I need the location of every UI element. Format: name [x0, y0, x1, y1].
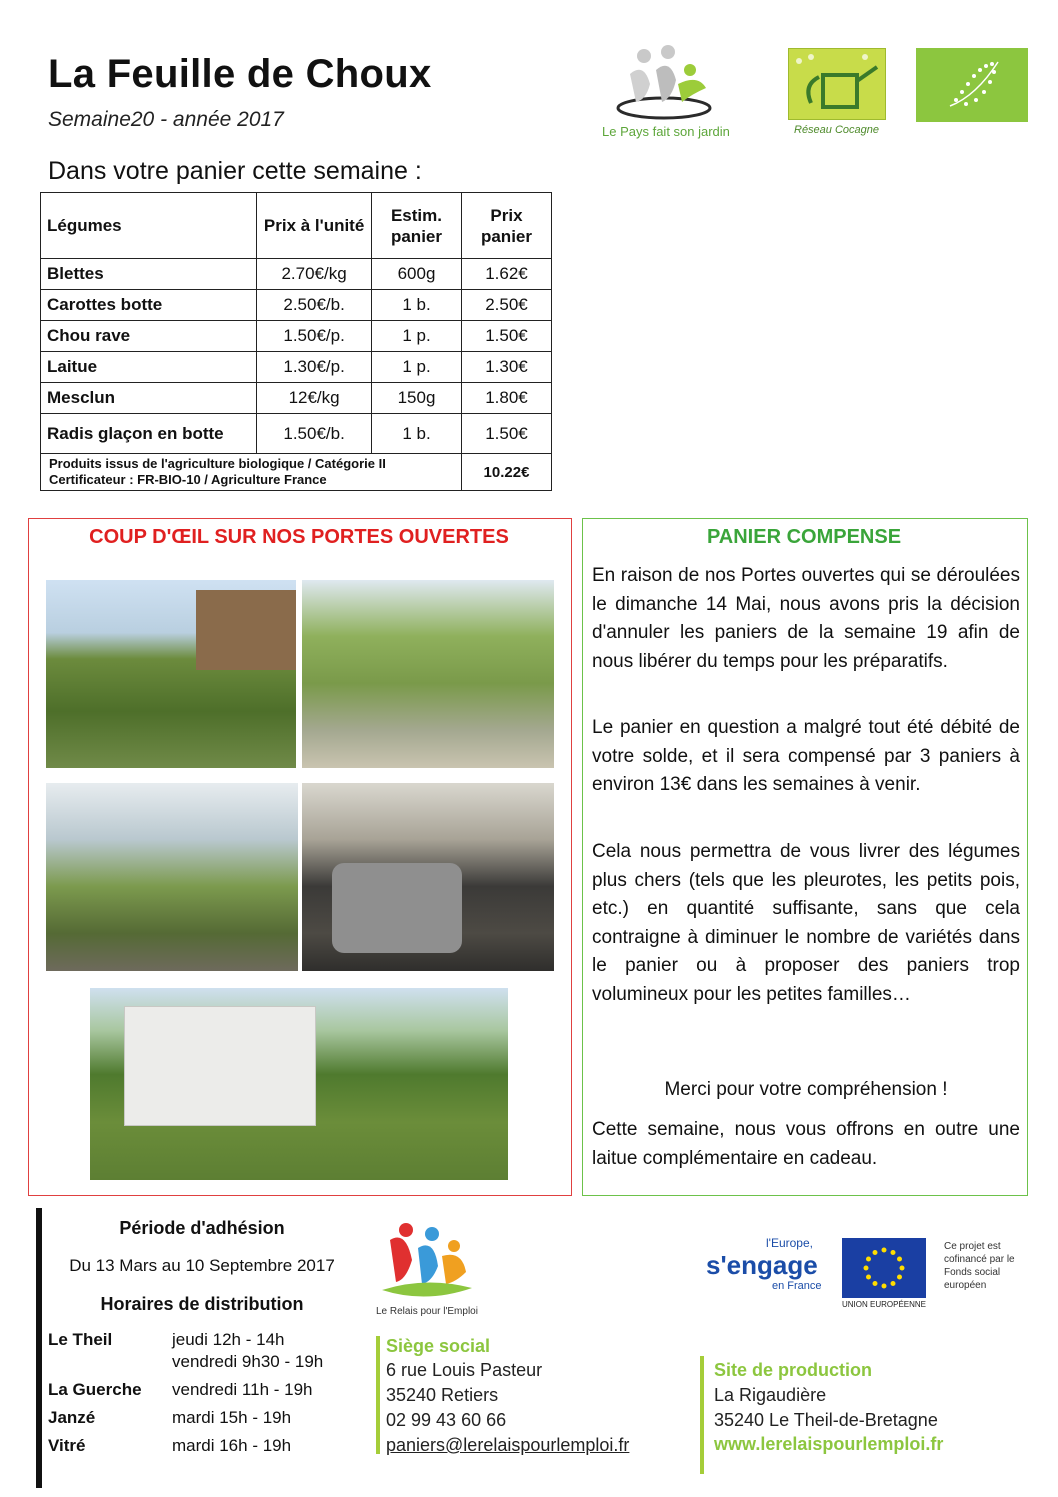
reseau-cocagne-caption: Réseau Cocagne	[794, 124, 880, 136]
compense-paragraph: Le panier en question a malgré tout été débité de votre solde, et il sera compensé par 3 paniers à environ 13€ dans les semaines à venir.	[592, 717, 1020, 796]
basket-total: 10.22€	[461, 454, 551, 491]
panier-compense-title: PANIER COMPENSE	[706, 526, 902, 548]
distribution-town: La Guerche	[48, 1380, 142, 1399]
relais-people-icon	[376, 1220, 476, 1304]
compense-paragraph: Cette semaine, nous vous offrons en outre une laitue complémentaire en cadeau.	[592, 1119, 1020, 1169]
siege-title: Siège social	[386, 1336, 491, 1356]
open-days-title: COUP D'ŒIL SUR NOS PORTES OUVERTES	[89, 526, 509, 548]
eu-organic-logo	[916, 48, 1028, 122]
siege-email-link[interactable]: paniers@lerelaispourlemploi.fr	[386, 1435, 630, 1455]
reseau-cocagne-logo	[788, 48, 886, 142]
table-row	[41, 352, 552, 383]
certification-note	[41, 454, 462, 491]
vegetable-name: Radis glaçon en botte	[41, 414, 257, 454]
basket-estimate: 1 b.	[372, 414, 462, 454]
distribution-town: Le Theil	[48, 1330, 113, 1349]
production-divider	[700, 1356, 704, 1474]
distribution-hours-title: Horaires de distribution	[100, 1294, 304, 1314]
table-header: Prix à l'unité	[257, 193, 372, 259]
eu-stars-icon	[842, 1238, 926, 1298]
production-title: Site de production	[714, 1360, 873, 1380]
pays-jardin-icon	[606, 44, 716, 124]
membership-period-title: Période d'adhésion	[119, 1218, 285, 1238]
compense-paragraph: Cela nous permettra de vous livrer des légumes plus chers (tels que les pleurotes, les petits pois, etc.) en quantité suffisante, sans que cela contraigne à diminuer le nombre de variétés dans le panier ou à proposer des paniers trop volumineux pour les petites familles…	[592, 841, 1020, 1005]
basket-estimate: 1 p.	[372, 321, 462, 352]
page-subtitle: Semaine20 - année 2017	[48, 108, 284, 131]
eu-flag-logo	[842, 1238, 927, 1309]
vegetable-table	[40, 192, 552, 491]
fse-line: en France	[772, 1280, 822, 1292]
distribution-time: jeudi 12h - 14h	[172, 1330, 285, 1349]
relais-emploi-caption: Le Relais pour l'Emploi	[376, 1306, 478, 1317]
table-row	[41, 259, 552, 290]
table-header: Prix panier	[461, 193, 551, 259]
open-days-photo	[46, 783, 298, 971]
unit-price: 2.50€/b.	[257, 290, 372, 321]
distribution-town: Janzé	[48, 1408, 96, 1427]
basket-price: 2.50€	[461, 290, 551, 321]
eu-cofinance-note: Ce projet est cofinancé par le Fonds social européen	[944, 1241, 1015, 1291]
open-days-photo	[302, 580, 554, 768]
unit-price: 1.30€/p.	[257, 352, 372, 383]
pays-jardin-caption: Le Pays fait son jardin	[602, 124, 730, 139]
basket-heading: Dans votre panier cette semaine :	[48, 157, 422, 185]
basket-price: 1.62€	[461, 259, 551, 290]
basket-price: 1.30€	[461, 352, 551, 383]
compense-paragraph: En raison de nos Portes ouvertes qui se déroulées le dimanche 14 Mai, nous avons pris la décision d'annuler les paniers de la semaine 19 afin de nous libérer du temps pour les préparatifs.	[592, 565, 1020, 672]
eu-caption: UNION EUROPÉENNE	[842, 1300, 927, 1309]
membership-period-dates: Du 13 Mars au 10 Septembre 2017	[69, 1256, 335, 1275]
page-title: La Feuille de Choux	[48, 52, 432, 96]
table-row	[41, 414, 552, 454]
relais-emploi-logo	[376, 1220, 476, 1332]
vegetable-name: Mesclun	[41, 383, 257, 414]
production-address: 35240 Le Theil-de-Bretagne	[714, 1410, 938, 1430]
siege-phone: 02 99 43 60 66	[386, 1410, 507, 1430]
open-days-photo	[46, 580, 296, 768]
distribution-time: vendredi 11h - 19h	[172, 1380, 313, 1399]
basket-price: 1.50€	[461, 321, 551, 352]
basket-price: 1.50€	[461, 414, 551, 454]
siege-divider	[376, 1336, 380, 1454]
unit-price: 2.70€/kg	[257, 259, 372, 290]
vegetable-name: Laitue	[41, 352, 257, 383]
fse-line: l'Europe,	[766, 1236, 813, 1250]
vegetable-name: Blettes	[41, 259, 257, 290]
basket-price: 1.80€	[461, 383, 551, 414]
table-header: Légumes	[41, 193, 257, 259]
distribution-time: mardi 16h - 19h	[172, 1436, 292, 1455]
distribution-town: Vitré	[48, 1436, 86, 1455]
europe-engage-logo	[706, 1236, 826, 1302]
table-row	[41, 383, 552, 414]
vegetable-name: Chou rave	[41, 321, 257, 352]
basket-estimate: 1 p.	[372, 352, 462, 383]
table-header-row	[41, 193, 552, 259]
website-link[interactable]: www.lerelaispourlemploi.fr	[714, 1434, 944, 1454]
pays-jardin-logo	[602, 44, 756, 146]
basket-estimate: 600g	[372, 259, 462, 290]
unit-price: 12€/kg	[257, 383, 372, 414]
siege-address: 6 rue Louis Pasteur	[386, 1360, 543, 1380]
footer-divider	[36, 1208, 42, 1488]
fse-line: s'engage	[706, 1250, 818, 1280]
table-row	[41, 290, 552, 321]
distribution-time: mardi 15h - 19h	[172, 1408, 292, 1427]
watering-can-icon	[789, 49, 885, 119]
distribution-time: vendredi 9h30 - 19h	[172, 1352, 324, 1371]
eu-organic-leaf-icon	[916, 48, 1028, 122]
production-address: La Rigaudière	[714, 1385, 827, 1405]
certification-line: Certificateur : FR-BIO-10 / Agriculture France	[49, 472, 327, 487]
basket-estimate: 150g	[372, 383, 462, 414]
open-days-photo	[302, 783, 554, 971]
siege-address: 35240 Retiers	[386, 1385, 499, 1405]
table-header: Estim. panier	[372, 193, 462, 259]
certification-line: Produits issus de l'agriculture biologique / Catégorie II	[49, 456, 386, 471]
table-footer-row	[41, 454, 552, 491]
table-row	[41, 321, 552, 352]
unit-price: 1.50€/b.	[257, 414, 372, 454]
unit-price: 1.50€/p.	[257, 321, 372, 352]
open-days-photo	[90, 988, 508, 1180]
compense-thanks: Merci pour votre compréhension !	[664, 1079, 948, 1100]
vegetable-name: Carottes botte	[41, 290, 257, 321]
basket-estimate: 1 b.	[372, 290, 462, 321]
